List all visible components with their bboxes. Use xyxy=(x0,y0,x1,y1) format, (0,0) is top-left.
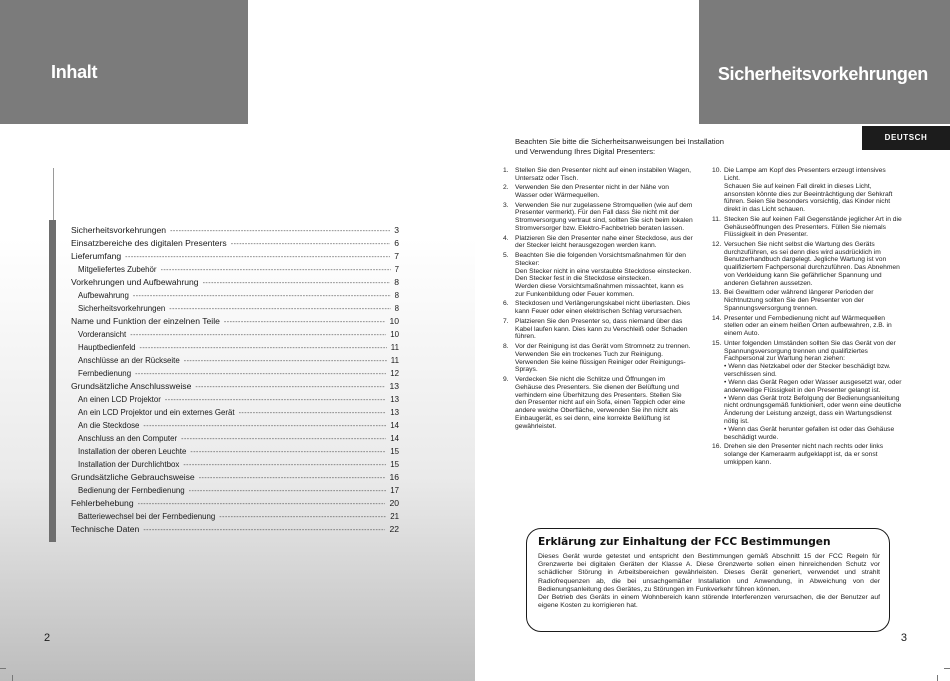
toc-entry-page: 14 xyxy=(390,434,399,443)
toc-entry-page: 7 xyxy=(394,265,399,274)
list-item xyxy=(712,167,902,214)
toc-entry-page: 13 xyxy=(389,381,399,391)
toc-entry-page: 13 xyxy=(390,395,399,404)
list-item xyxy=(712,443,902,467)
item-number: 4. xyxy=(503,234,509,242)
toc-entry-page: 7 xyxy=(394,251,399,261)
item-number: 9. xyxy=(503,375,509,383)
toc-entry-page: 16 xyxy=(389,472,399,482)
item-number: 16. xyxy=(712,443,722,451)
list-item xyxy=(503,184,693,200)
toc-subentry[interactable] xyxy=(71,367,399,380)
toc-subentry[interactable] xyxy=(71,432,399,445)
toc-leader-dots xyxy=(189,485,387,498)
toc-entry-label: Grundsätzliche Anschlussweise xyxy=(71,381,192,391)
item-text: Platzieren Sie den Presenter so, dass niemand über das Kabel laufen kann. Dies kann zu Verschleiß oder Schaden führen. xyxy=(515,317,688,341)
toc-side-bar xyxy=(49,220,56,542)
toc-entry-label: Sicherheitsvorkehrungen xyxy=(78,304,166,313)
toc-entry-label: Technische Daten xyxy=(71,524,140,534)
toc-leader-dots xyxy=(143,524,385,537)
item-number: 11. xyxy=(712,215,721,223)
list-item xyxy=(712,340,902,442)
title-banner xyxy=(0,0,248,124)
toc-leader-dots xyxy=(219,511,386,524)
item-number: 8. xyxy=(503,342,509,350)
toc-entry-label: Fehlerbehebung xyxy=(71,498,134,508)
toc-subentry[interactable] xyxy=(71,354,399,367)
page-number: 2 xyxy=(44,632,51,644)
toc-leader-dots xyxy=(239,407,387,420)
right-page xyxy=(475,0,950,681)
item-number: 3. xyxy=(503,201,509,209)
toc-entry[interactable] xyxy=(71,497,399,510)
toc-leader-dots xyxy=(133,290,391,303)
toc-leader-dots xyxy=(184,355,387,368)
toc-entry[interactable] xyxy=(71,224,399,237)
toc-entry-page: 12 xyxy=(390,369,399,378)
toc-leader-dots xyxy=(224,316,386,329)
toc-entry-page: 6 xyxy=(394,238,399,248)
toc-entry[interactable] xyxy=(71,380,399,393)
table-of-contents xyxy=(71,224,399,536)
toc-entry-label: Vorkehrungen und Aufbewahrung xyxy=(71,277,199,287)
toc-subentry[interactable] xyxy=(71,419,399,432)
list-item xyxy=(503,343,693,374)
toc-leader-dots xyxy=(125,251,390,264)
item-number: 13. xyxy=(712,289,722,297)
list-item xyxy=(712,216,902,240)
item-text: Verwenden Sie nur zugelassene Stromquellen (wie auf dem Presenter vermerkt). Für den Fall dass Sie nicht mit der Stromversorgung vertraut sind, sollten Sie sich beim lokalen Stromversorger bzw. Elektro-Fachbetrieb beraten lassen. xyxy=(515,201,693,233)
toc-entry-label: Aufbewahrung xyxy=(78,291,129,300)
list-item xyxy=(503,202,693,233)
intro-text: Beachten Sie bitte die Sicherheitsanweisungen bei Installation und Verwendung Ihres Digital Presenters: xyxy=(515,137,724,156)
item-number: 10. xyxy=(712,167,722,174)
item-number: 15. xyxy=(712,339,722,347)
toc-entry-label: Einsatzbereiche des digitalen Presenters xyxy=(71,238,227,248)
toc-entry-label: Fernbedienung xyxy=(78,369,132,378)
item-number: 7. xyxy=(503,317,509,325)
toc-entry-label: Installation der oberen Leuchte xyxy=(78,447,187,456)
toc-subentry[interactable] xyxy=(71,484,399,497)
page-title: Sicherheitsvorkehrungen xyxy=(717,64,928,84)
fcc-notice-box xyxy=(526,528,890,632)
toc-entry-label: Name und Funktion der einzelnen Teile xyxy=(71,316,220,326)
toc-entry-page: 20 xyxy=(389,498,399,508)
list-item xyxy=(503,318,693,342)
list-item xyxy=(503,167,693,183)
toc-entry-label: Mitgeliefertes Zubehör xyxy=(78,265,157,274)
crop-mark xyxy=(12,675,13,681)
toc-subentry[interactable] xyxy=(71,393,399,406)
toc-entry-page: 10 xyxy=(389,316,399,326)
toc-entry-page: 13 xyxy=(390,408,399,417)
toc-entry-page: 21 xyxy=(390,512,399,521)
toc-entry-label: Lieferumfang xyxy=(71,251,122,261)
list-item xyxy=(712,315,902,339)
item-text: Verwenden Sie den Presenter nicht in der Nähe von Wasser oder Wärmequellen. xyxy=(515,184,669,200)
toc-leader-dots xyxy=(183,459,386,472)
toc-entry[interactable] xyxy=(71,315,399,328)
toc-subentry[interactable] xyxy=(71,510,399,523)
toc-subentry[interactable] xyxy=(71,341,399,354)
toc-leader-dots xyxy=(203,277,391,290)
item-number: 6. xyxy=(503,300,509,308)
list-item xyxy=(503,300,693,316)
toc-entry-label: An die Steckdose xyxy=(78,421,140,430)
toc-entry-page: 22 xyxy=(389,524,399,534)
item-text: Presenter und Fernbedienung nicht auf Wärmequellen stellen oder an einem heißen Orten aufbewahren, z.B. in einem Auto. xyxy=(724,314,892,338)
toc-entry-page: 11 xyxy=(390,356,399,365)
toc-entry-page: 17 xyxy=(390,486,399,495)
toc-leader-dots xyxy=(199,472,386,485)
fcc-body xyxy=(538,553,880,610)
toc-guide-line xyxy=(53,168,54,220)
toc-entry-label: Sicherheitsvorkehrungen xyxy=(71,225,167,235)
toc-leader-dots xyxy=(195,381,385,394)
crop-mark xyxy=(944,668,950,669)
toc-entry-label: Vorderansicht xyxy=(78,330,127,339)
list-item xyxy=(503,252,693,299)
toc-entry[interactable] xyxy=(71,250,399,263)
item-text: Vor der Reinigung ist das Gerät vom Stromnetz zu trennen. Verwenden Sie ein trockenes Tuch zur Reinigung. Verwenden Sie keine flüssigen Reiniger oder Reinigungs-Sprays. xyxy=(515,342,691,374)
toc-subentry[interactable] xyxy=(71,328,399,341)
toc-subentry[interactable] xyxy=(71,289,399,302)
toc-subentry[interactable] xyxy=(71,302,399,315)
toc-subentry[interactable] xyxy=(71,263,399,276)
title-banner xyxy=(699,0,950,124)
toc-leader-dots xyxy=(231,238,390,251)
toc-entry-page: 15 xyxy=(390,460,399,469)
toc-entry-page: 8 xyxy=(394,291,399,300)
crop-mark xyxy=(937,675,938,681)
toc-entry-page: 15 xyxy=(390,447,399,456)
toc-leader-dots xyxy=(130,329,386,342)
item-text: Versuchen Sie nicht selbst die Wartung des Geräts durchzuführen, es sei denn dies wird ausdrücklich im Benutzerhandbuch dargelegt. Jegliche Wartung ist von qualifiziertem Fachpersonal durchzuführen. Das Abnehmen von Verkleidung kann Sie gefährlicher Spannung und anderen Gefahren aussetzen. xyxy=(724,240,900,287)
toc-entry-page: 8 xyxy=(394,304,399,313)
toc-leader-dots xyxy=(181,433,386,446)
item-text: Die Lampe am Kopf des Presenters erzeugt intensives Licht. Schauen Sie auf keinen Fall direkt in dieses Licht, ansonsten könnte dies zur Beeinträchtigung der Sehkraft führen. Seien Sie besonders vorsichtig, das Kinder nicht direkt in das Licht schauen. xyxy=(724,167,893,214)
toc-entry[interactable] xyxy=(71,237,399,250)
toc-entry-label: Installation der Durchlichtbox xyxy=(78,460,180,469)
toc-entry-label: Grundsätzliche Gebrauchsweise xyxy=(71,472,195,482)
list-item xyxy=(503,376,693,431)
item-number: 14. xyxy=(712,314,722,322)
item-number: 1. xyxy=(503,167,509,174)
list-item xyxy=(712,241,902,288)
item-text: Stecken Sie auf keinen Fall Gegenstände jeglicher Art in die Gehäuseöffnungen des Presenters. Füllen Sie niemals Flüssigkeit in den Presenter. xyxy=(724,215,902,239)
toc-leader-dots xyxy=(190,446,386,459)
toc-subentry[interactable] xyxy=(71,445,399,458)
list-item xyxy=(503,235,693,251)
toc-entry-label: Batteriewechsel bei der Fernbedienung xyxy=(78,512,216,521)
toc-entry-page: 10 xyxy=(390,330,399,339)
crop-mark xyxy=(0,668,6,669)
toc-entry[interactable] xyxy=(71,523,399,536)
item-number: 12. xyxy=(712,240,722,248)
list-item xyxy=(712,289,902,313)
toc-entry-page: 8 xyxy=(394,277,399,287)
toc-entry[interactable] xyxy=(71,276,399,289)
toc-entry-label: Anschlüsse an der Rückseite xyxy=(78,356,180,365)
fcc-title: Erklärung zur Einhaltung der FCC Bestimmungen xyxy=(538,536,831,548)
toc-entry-label: An ein LCD Projektor und ein externes Gerät xyxy=(78,408,235,417)
item-text: Steckdosen und Verlängerungskabel nicht überlasten. Dies kann Feuer oder einen elektrischen Schlag verursachen. xyxy=(515,300,691,316)
page-number: 3 xyxy=(900,632,907,644)
item-text: Beachten Sie die folgenden Vorsichtsmaßnahmen für den Stecker: Den Stecker nicht in eine verstaubte Steckdose einstecken. Den Stecker fest in die Steckdose einstecken. Werden diese Vorsichtsmaßnahmen missachtet, kann es zur Funkenbildung oder Feuer kommen. xyxy=(515,251,692,299)
item-text: Unter folgenden Umständen sollten Sie das Gerät von der Spannungsversorgung trennen und qualifiziertes Fachpersonal zur Wartung heran ziehen: • Wenn das Netzkabel oder der Stecker beschädigt bzw. verschlissen sind. • Wenn das Gerät Regen oder Wasser ausgesetzt war, oder anderweitige Flüssigkeit in den Presenter gelangt ist. • Wenn das Gerät trotz Befolgung der Bedienungsanleitung nicht ordnungsgemäß funktioniert, oder wenn eine deutliche Änderung der Leistung anzeigt, dass ein Wartungsdienst nötig ist. • Wenn das Gerät herunter gefallen ist oder das Gehäuse beschädigt wurde. xyxy=(724,339,902,441)
toc-entry-page: 14 xyxy=(390,421,399,430)
toc-entry-label: Bedienung der Fernbedienung xyxy=(78,486,185,495)
item-text: Stellen Sie den Presenter nicht auf einen instabilen Wagen, Untersatz oder Tisch. xyxy=(515,167,691,182)
toc-entry-page: 3 xyxy=(394,225,399,235)
toc-entry-label: An einen LCD Projektor xyxy=(78,395,161,404)
toc-entry-page: 11 xyxy=(390,343,399,352)
toc-leader-dots xyxy=(143,420,386,433)
item-text: Verdecken Sie nicht die Schlitze und Öffnungen im Gehäuse des Presenters. Sie dienen der Belüftung und verhindern eine Überhitzung des Presenters. Stellen Sie den Presenter nicht auf ein Sofa, einen Teppich oder eine andere weiche Oberfläche, verwenden Sie ihn nicht als Einbaugerät, es sei denn, eine korrekte Belüftung ist gewährleistet. xyxy=(515,375,686,430)
item-text: Bei Gewittern oder während längerer Perioden der Nichtnutzung sollten Sie den Presenter von der Spannungsversorgung trennen. xyxy=(724,289,874,313)
toc-entry-label: Hauptbedienfeld xyxy=(78,343,136,352)
page-title: Inhalt xyxy=(51,62,98,82)
toc-entry-label: Anschluss an den Computer xyxy=(78,434,178,443)
toc-subentry[interactable] xyxy=(71,458,399,471)
item-text: Platzieren Sie den Presenter nahe einer Steckdose, aus der der Stecker leicht herausgezogen werden kann. xyxy=(515,234,693,250)
fcc-paragraph: Dieses Gerät wurde getestet und entspricht den Bestimmungen gemäß Abschnitt 15 der FCC Regeln für Grenzwerte bei digitalen Geräten der Klasse A. Diese Grenzwerte sollen einen hinreichenden Schutz vor schädlicher Störung in Arbeitsbereichen gewährleisten. Dieses Gerät generiert, verwendet und strahlt Radiofrequenzen ab, die bei unsachgemäßer Installation und Anwendung, in Abweichung von der Bedienungsanleitung des Gerätes, zu Störungen im Funkverkehr führen können. xyxy=(538,553,880,593)
safety-list-column-1 xyxy=(503,167,693,432)
language-tab: DEUTSCH xyxy=(862,126,950,150)
item-text: Drehen sie den Presenter nicht nach rechts oder links solange der Kameraarm aufgeklappt ist, da er sonst umkippen kann. xyxy=(724,443,884,466)
toc-entry[interactable] xyxy=(71,471,399,484)
item-number: 2. xyxy=(503,184,509,192)
safety-list-column-2 xyxy=(712,167,902,468)
fcc-paragraph: Der Betrieb des Geräts in einem Wohnbereich kann störende Interferenzen verursachen, die der Benutzer auf eigene Kosten zu korrigieren hat. xyxy=(538,594,880,610)
toc-subentry[interactable] xyxy=(71,406,399,419)
item-number: 5. xyxy=(503,251,509,259)
